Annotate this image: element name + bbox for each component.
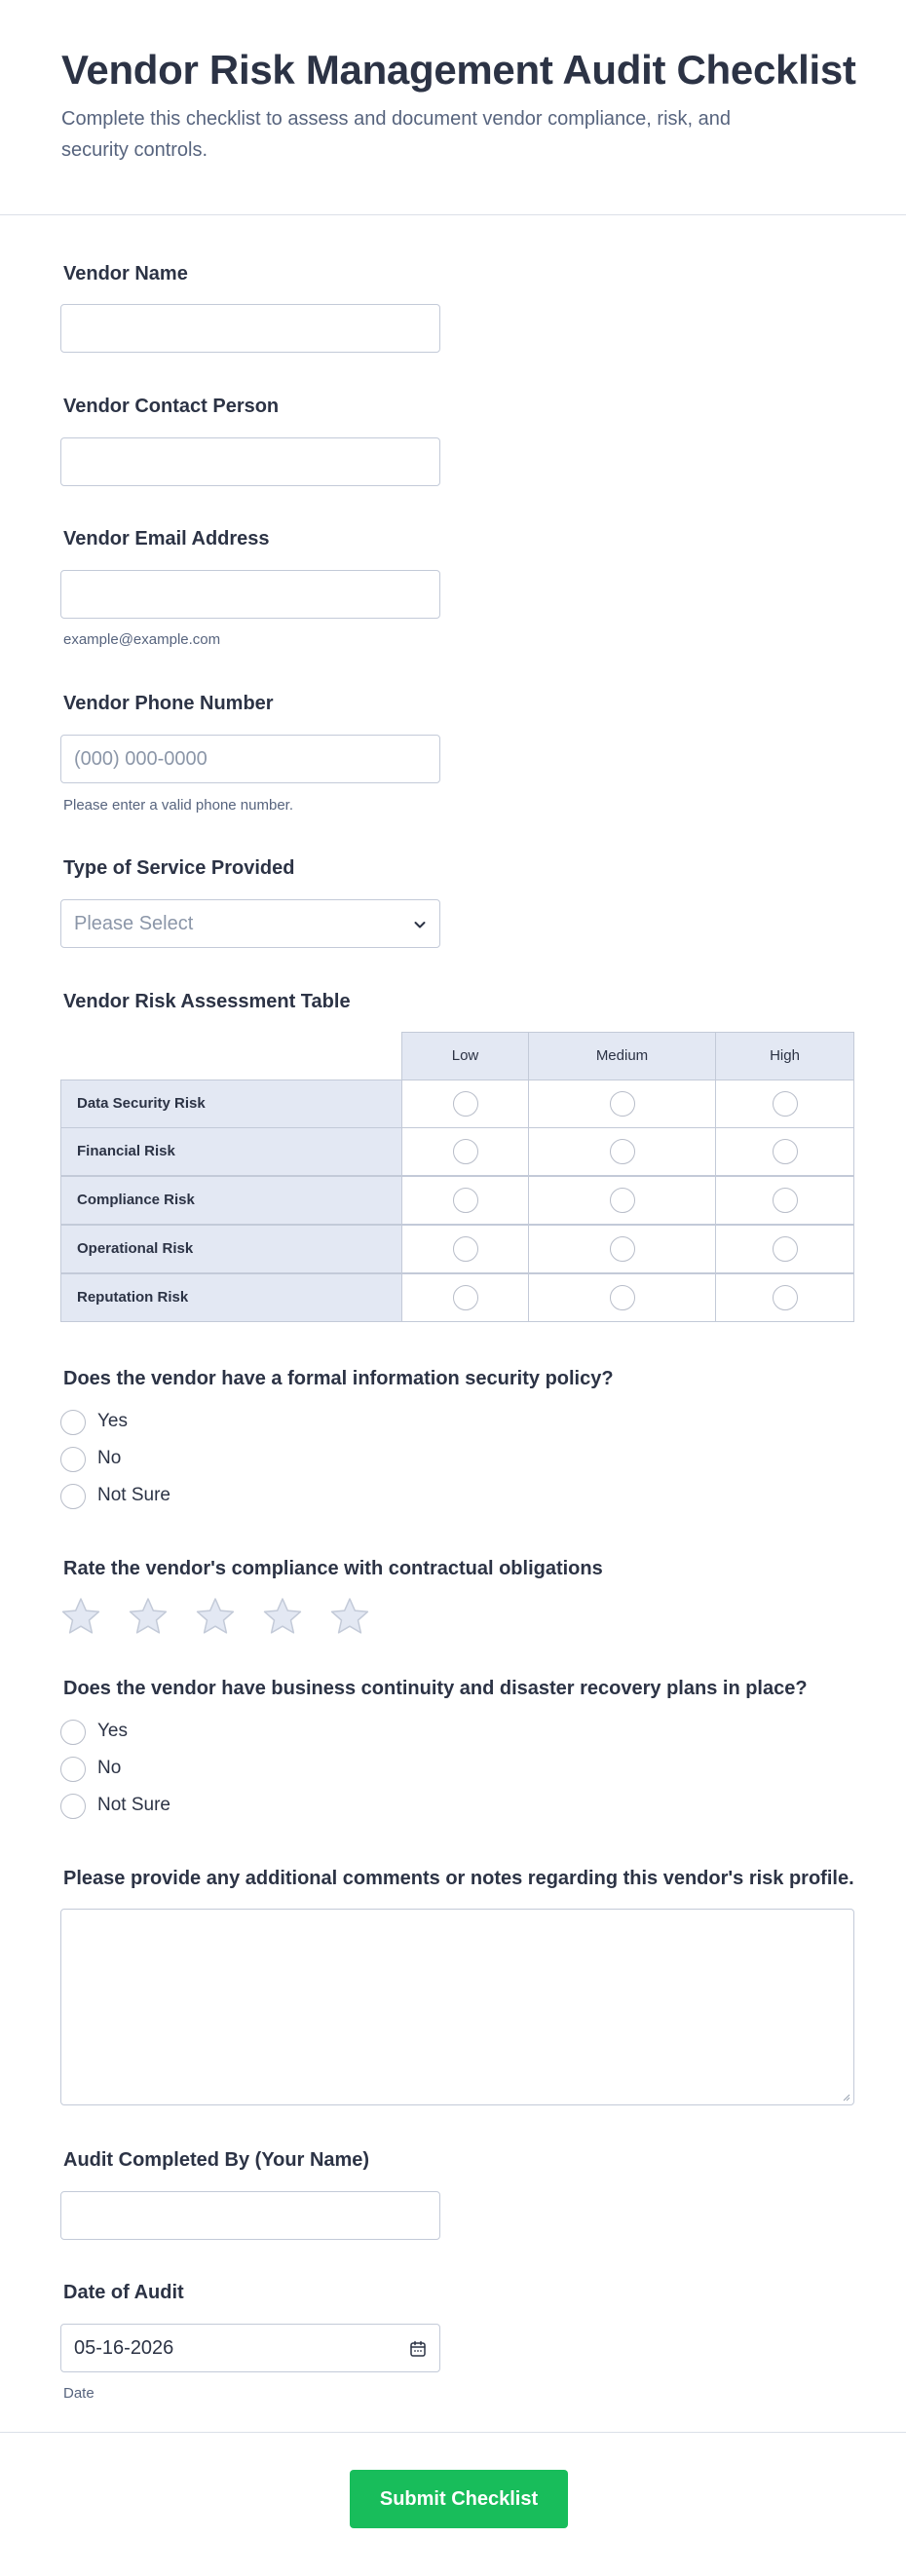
radio-button[interactable] [610,1091,635,1117]
radio-button[interactable] [453,1091,478,1117]
phone-placeholder: (000) 000-0000 [74,748,208,770]
radio-button[interactable] [773,1236,798,1262]
radio-button[interactable] [610,1236,635,1262]
radio-button[interactable] [773,1285,798,1310]
matrix-row-operational: Operational Risk [60,1225,402,1273]
matrix-cell[interactable] [715,1127,854,1176]
matrix-row-reputation: Reputation Risk [60,1273,402,1322]
risk-matrix [60,1032,854,1324]
vendor-name-input[interactable] [60,304,440,353]
option-label: Yes [97,1721,128,1741]
star-icon[interactable] [262,1596,303,1637]
continuity-label: Does the vendor have business continuity and disaster recovery plans in place? [63,1678,808,1699]
matrix-cell[interactable] [528,1225,716,1273]
comments-label: Please provide any additional comments or notes regarding this vendor's risk profile. [63,1868,854,1889]
phone-sublabel: Please enter a valid phone number. [63,797,293,814]
contact-person-label: Vendor Contact Person [63,396,280,417]
service-type-label: Type of Service Provided [63,857,295,879]
email-input[interactable] [60,570,440,619]
matrix-col-low: Low [401,1032,529,1080]
radio-button[interactable] [610,1188,635,1213]
audit-date-value: 05-16-2026 [74,2337,174,2359]
chevron-down-icon [412,917,428,932]
matrix-cell[interactable] [401,1273,529,1322]
radio-button[interactable] [60,1447,86,1472]
vendor-name-label: Vendor Name [63,263,188,284]
option-label: No [97,1758,122,1778]
calendar-icon[interactable] [408,2339,428,2359]
completed-by-input[interactable] [60,2191,440,2240]
star-icon[interactable] [60,1596,101,1637]
comments-textarea[interactable] [60,1909,854,2105]
resize-handle-icon[interactable] [841,2092,850,2102]
email-label: Vendor Email Address [63,528,270,549]
matrix-cell[interactable] [715,1176,854,1225]
service-type-selected: Please Select [74,913,194,934]
radio-button[interactable] [773,1139,798,1164]
form-header [0,0,906,215]
compliance-rating-label: Rate the vendor's compliance with contractual obligations [63,1558,603,1579]
star-icon[interactable] [195,1596,236,1637]
email-sublabel: example@example.com [63,631,221,648]
star-icon[interactable] [329,1596,370,1637]
radio-button[interactable] [60,1410,86,1435]
radio-button[interactable] [773,1188,798,1213]
matrix-row-financial: Financial Risk [60,1127,402,1176]
service-type-select[interactable] [60,899,440,948]
matrix-cell[interactable] [715,1225,854,1273]
option-label: Yes [97,1411,128,1431]
matrix-cell[interactable] [401,1176,529,1225]
audit-date-input[interactable] [60,2324,440,2372]
security-policy-label: Does the vendor have a formal information security policy? [63,1368,614,1389]
radio-button[interactable] [60,1720,86,1745]
contact-person-input[interactable] [60,437,440,486]
completed-by-label: Audit Completed By (Your Name) [63,2149,370,2171]
option-label: Not Sure [97,1795,170,1815]
option-label: No [97,1448,122,1468]
radio-button[interactable] [60,1484,86,1509]
matrix-cell[interactable] [528,1273,716,1322]
matrix-cell[interactable] [528,1080,716,1128]
matrix-row-data-security: Data Security Risk [60,1080,402,1128]
radio-button[interactable] [453,1285,478,1310]
radio-button[interactable] [453,1236,478,1262]
radio-button[interactable] [60,1794,86,1819]
audit-date-sublabel: Date [63,2385,94,2402]
matrix-cell[interactable] [401,1080,529,1128]
phone-label: Vendor Phone Number [63,693,274,714]
option-label: Not Sure [97,1485,170,1505]
matrix-col-medium: Medium [528,1032,716,1080]
radio-button[interactable] [610,1285,635,1310]
matrix-cell[interactable] [715,1080,854,1128]
matrix-cell[interactable] [401,1225,529,1273]
form-title: Vendor Risk Management Audit Checklist [61,47,856,93]
matrix-cell[interactable] [401,1127,529,1176]
matrix-cell[interactable] [528,1127,716,1176]
radio-button[interactable] [773,1091,798,1117]
star-icon[interactable] [128,1596,169,1637]
matrix-cell[interactable] [528,1176,716,1225]
submit-button[interactable]: Submit Checklist [350,2470,568,2528]
radio-button[interactable] [610,1139,635,1164]
form-subtitle: Complete this checklist to assess and document vendor compliance, risk, and security controls. [61,108,732,161]
radio-button[interactable] [60,1757,86,1782]
matrix-cell[interactable] [715,1273,854,1322]
matrix-col-high: High [715,1032,854,1080]
matrix-label: Vendor Risk Assessment Table [63,991,351,1012]
phone-input[interactable] [60,735,440,783]
radio-button[interactable] [453,1139,478,1164]
audit-date-label: Date of Audit [63,2282,184,2303]
radio-button[interactable] [453,1188,478,1213]
matrix-row-compliance: Compliance Risk [60,1176,402,1225]
